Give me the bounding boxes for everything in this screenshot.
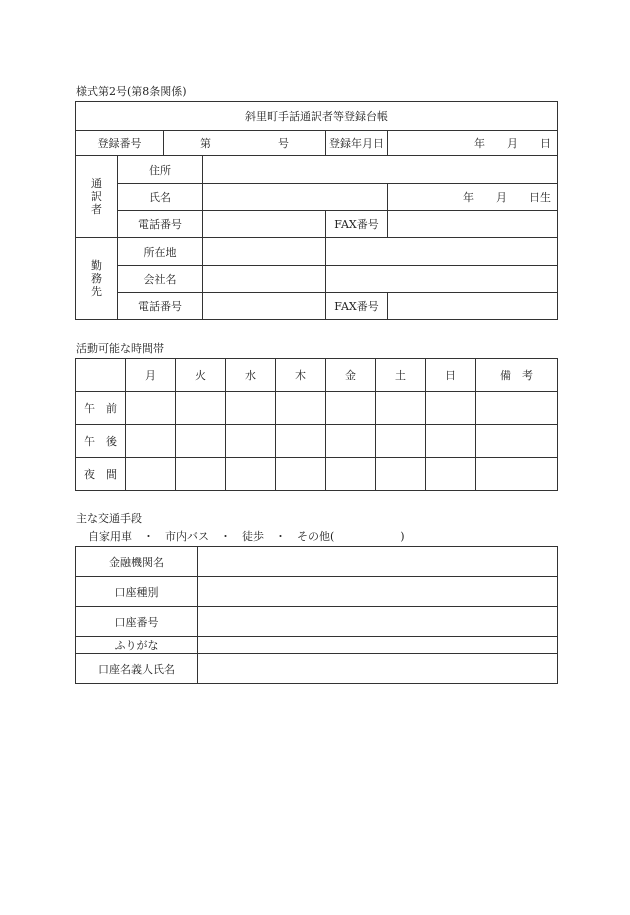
schedule-cell[interactable] [176, 392, 226, 425]
schedule-cell[interactable] [176, 425, 226, 458]
workplace-company-field-extra[interactable] [326, 266, 558, 293]
schedule-cell[interactable] [126, 458, 176, 491]
schedule-cell[interactable] [326, 458, 376, 491]
transport-options: 自家用車 ・ 市内バス ・ 徒歩 ・ その他( ) [88, 530, 405, 543]
schedule-cell[interactable] [376, 458, 426, 491]
reg-number-dai: 第 [200, 137, 211, 150]
schedule-cell[interactable] [126, 425, 176, 458]
schedule-cell[interactable] [326, 425, 376, 458]
interpreter-fax-field[interactable] [388, 211, 558, 238]
day-header-sat: 土 [376, 359, 426, 392]
schedule-cell[interactable] [276, 392, 326, 425]
schedule-row-morning [76, 392, 558, 425]
account-type-label: 口座種別 [76, 577, 198, 607]
remarks-header: 備 考 [476, 359, 558, 392]
interpreter-phone-field[interactable] [203, 211, 326, 238]
schedule-table [75, 358, 558, 491]
schedule-heading: 活動可能な時間帯 [76, 342, 164, 355]
interpreter-name-label: 氏名 [118, 184, 203, 211]
workplace-location-field[interactable] [203, 238, 326, 266]
schedule-cell[interactable] [376, 425, 426, 458]
interpreter-phone-label: 電話番号 [118, 211, 203, 238]
day-header-thu: 木 [276, 359, 326, 392]
workplace-phone-field[interactable] [203, 293, 326, 320]
interpreter-name-field[interactable] [203, 184, 388, 211]
workplace-location-label: 所在地 [118, 238, 203, 266]
furigana-field[interactable] [198, 637, 558, 654]
schedule-cell[interactable] [276, 425, 326, 458]
schedule-cell[interactable] [226, 458, 276, 491]
day-header-wed: 水 [226, 359, 276, 392]
period-label-night: 夜 間 [76, 458, 126, 491]
account-number-label: 口座番号 [76, 607, 198, 637]
schedule-cell[interactable] [426, 392, 476, 425]
interpreter-address-field[interactable] [203, 156, 558, 184]
account-holder-field[interactable] [198, 654, 558, 684]
schedule-cell[interactable] [226, 392, 276, 425]
remarks-cell[interactable] [476, 458, 558, 491]
schedule-corner-cell [76, 359, 126, 392]
schedule-cell[interactable] [376, 392, 426, 425]
transport-heading: 主な交通手段 [76, 512, 142, 525]
reg-date-field[interactable]: 年 月 日 [388, 131, 558, 156]
workplace-location-field-extra[interactable] [326, 238, 558, 266]
reg-number-label: 登録番号 [76, 131, 164, 156]
period-label-morning: 午 前 [76, 392, 126, 425]
reg-number-go: 号 [278, 137, 289, 150]
schedule-cell[interactable] [176, 458, 226, 491]
workplace-company-field[interactable] [203, 266, 326, 293]
furigana-label: ふりがな [76, 637, 198, 654]
remarks-cell[interactable] [476, 425, 558, 458]
schedule-cell[interactable] [126, 392, 176, 425]
remarks-cell[interactable] [476, 392, 558, 425]
workplace-phone-label: 電話番号 [118, 293, 203, 320]
schedule-row-night [76, 458, 558, 491]
form-number-label: 様式第2号(第8条関係) [76, 85, 187, 98]
day-header-fri: 金 [326, 359, 376, 392]
interpreter-birthdate-field[interactable]: 年 月 日生 [388, 184, 558, 211]
registration-table [75, 101, 558, 320]
day-header-sun: 日 [426, 359, 476, 392]
interpreter-address-label: 住所 [118, 156, 203, 184]
schedule-cell[interactable] [326, 392, 376, 425]
bank-name-label: 金融機関名 [76, 547, 198, 577]
interpreter-fax-label: FAX番号 [326, 211, 388, 238]
day-header-tue: 火 [176, 359, 226, 392]
day-header-mon: 月 [126, 359, 176, 392]
bank-table [75, 546, 558, 684]
account-number-field[interactable] [198, 607, 558, 637]
schedule-cell[interactable] [276, 458, 326, 491]
schedule-cell[interactable] [426, 425, 476, 458]
schedule-cell[interactable] [426, 458, 476, 491]
workplace-fax-label: FAX番号 [326, 293, 388, 320]
schedule-row-afternoon [76, 425, 558, 458]
account-holder-label: 口座名義人氏名 [76, 654, 198, 684]
reg-number-field[interactable] [164, 131, 326, 156]
register-title: 斜里町手話通訳者等登録台帳 [76, 102, 558, 131]
workplace-fax-field[interactable] [388, 293, 558, 320]
schedule-cell[interactable] [226, 425, 276, 458]
bank-name-field[interactable] [198, 547, 558, 577]
reg-date-label: 登録年月日 [326, 131, 388, 156]
account-type-field[interactable] [198, 577, 558, 607]
interpreter-group-label: 通 訳 者 [76, 156, 118, 238]
workplace-group-label: 勤 務 先 [76, 238, 118, 320]
workplace-company-label: 会社名 [118, 266, 203, 293]
period-label-afternoon: 午 後 [76, 425, 126, 458]
